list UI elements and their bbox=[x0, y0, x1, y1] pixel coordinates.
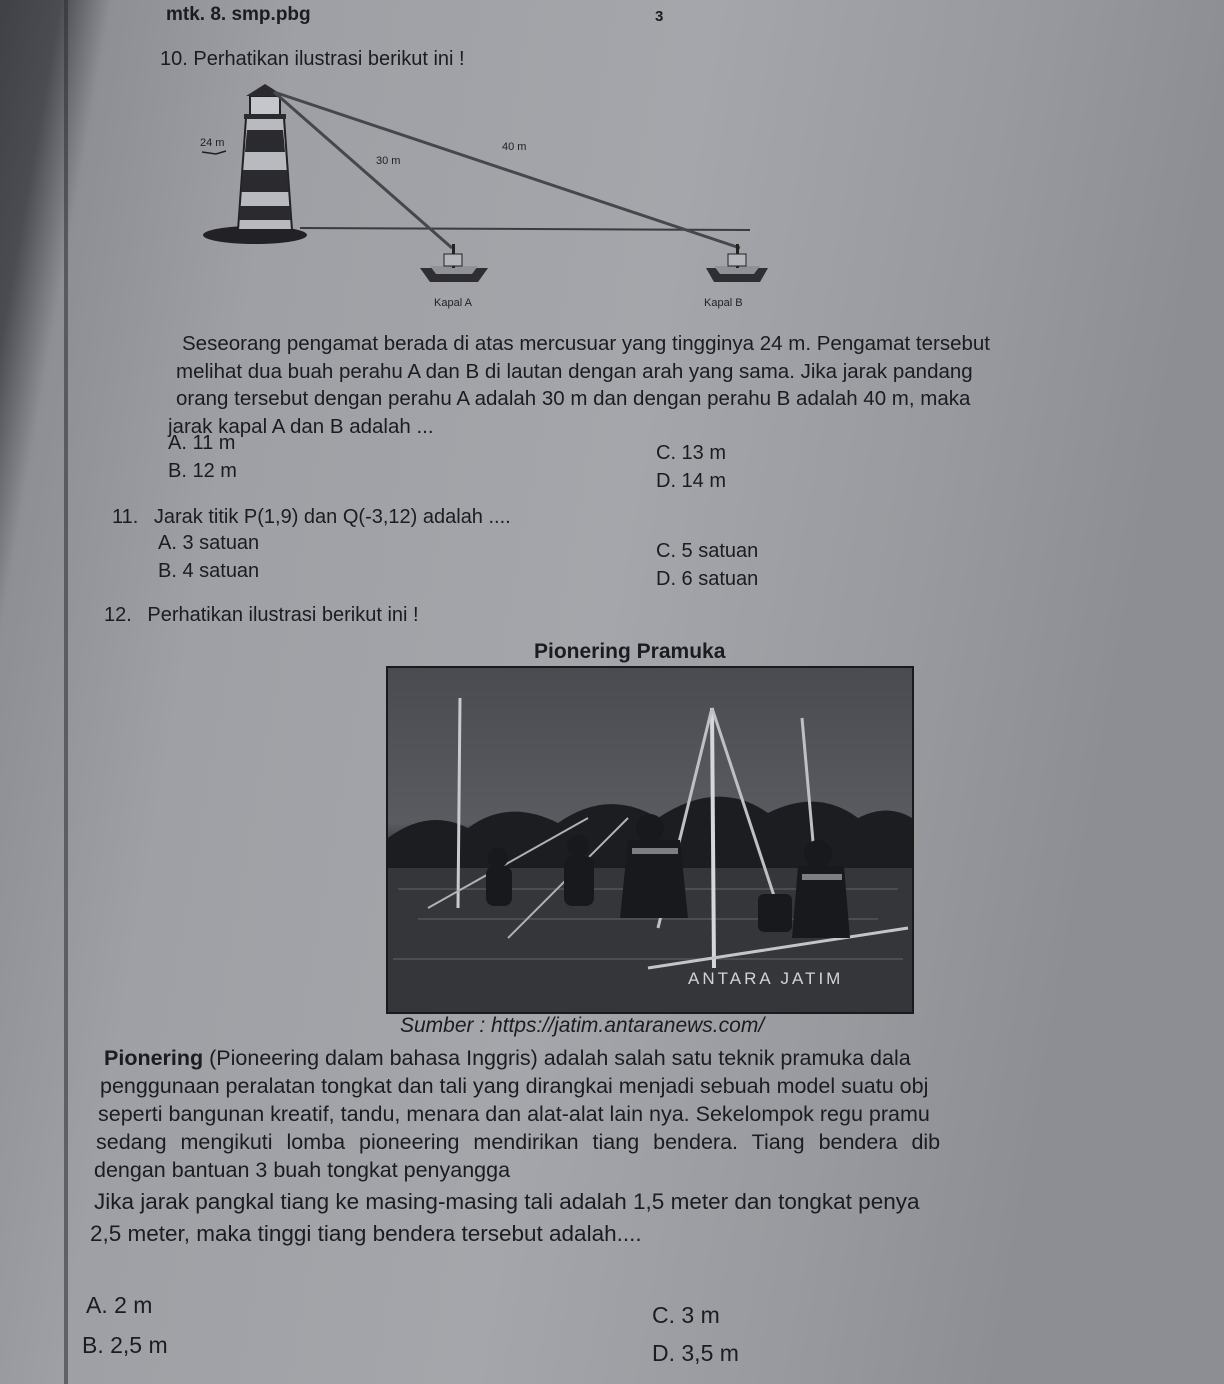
lighthouse bbox=[238, 84, 292, 230]
q11-prompt bbox=[112, 506, 511, 529]
q10-prompt-text: Perhatikan ilustrasi berikut ini ! bbox=[193, 48, 465, 70]
photo-illustration bbox=[388, 668, 912, 1012]
q11-option-a[interactable]: A. 3 satuan bbox=[158, 532, 260, 554]
q10-number: 10. bbox=[160, 48, 188, 70]
q10-text-line: jarak kapal A dan B adalah ... bbox=[168, 414, 434, 438]
q12-para-line: sedang mengikuti lomba pioneering mendirikan tiang bendera. Tiang bendera dib bbox=[96, 1130, 941, 1154]
q10-option-a[interactable]: A. 11 m bbox=[168, 432, 236, 454]
q12-option-a[interactable]: A. 2 m bbox=[86, 1292, 153, 1318]
q10-text-line: orang tersebut dengan perahu A adalah 30 m dan dengan perahu B adalah 40 m, maka bbox=[176, 387, 971, 410]
term-pionering: Pionering bbox=[104, 1046, 204, 1070]
label-ship-a: Kapal A bbox=[434, 297, 472, 309]
sight-line-b bbox=[274, 92, 740, 248]
q11-option-b[interactable]: B. 4 satuan bbox=[158, 560, 260, 582]
q11-number: 11. bbox=[112, 506, 139, 528]
q12-paragraph-1 bbox=[94, 1044, 941, 1184]
q10-text-line: Seseorang pengamat berada di atas mercusuar yang tingginya 24 m. Pengamat tersebut bbox=[182, 332, 990, 355]
q12-para-line: Jika jarak pangkal tiang ke masing-masing tali adalah 1,5 meter dan tongkat penya bbox=[94, 1189, 920, 1214]
label-height: 24 m bbox=[200, 137, 225, 149]
q12-para-line: 2,5 meter, maka tinggi tiang bendera tersebut adalah.... bbox=[90, 1221, 642, 1246]
q12-option-d[interactable]: D. 3,5 m bbox=[652, 1340, 739, 1366]
page-number: 3 bbox=[655, 8, 664, 25]
pioneering-photo bbox=[386, 666, 914, 1014]
photo-watermark: ANTARA JATIM bbox=[688, 969, 844, 988]
q12-option-b[interactable]: B. 2,5 m bbox=[82, 1332, 168, 1358]
q12-para-text: (Pioneering dalam bahasa Inggris) adalah salah satu teknik pramuka dala bbox=[203, 1046, 911, 1070]
q12-prompt bbox=[104, 604, 419, 627]
q12-paragraph-2 bbox=[90, 1186, 920, 1250]
q11-option-c[interactable]: C. 5 satuan bbox=[656, 540, 759, 562]
q10-option-d[interactable]: D. 14 m bbox=[656, 470, 727, 492]
height-arrow bbox=[202, 151, 226, 154]
q12-para-line: penggunaan peralatan tongkat dan tali yang dirangkai menjadi sebuah model suatu obj bbox=[100, 1074, 929, 1098]
ship-b bbox=[706, 244, 768, 282]
page-fold-shadow bbox=[64, 0, 68, 1384]
q12-number: 12. bbox=[104, 604, 132, 626]
q10-text bbox=[168, 330, 990, 440]
photo-title: Pionering Pramuka bbox=[534, 640, 726, 663]
q10-option-c[interactable]: C. 13 m bbox=[656, 442, 727, 464]
label-ship-b: Kapal B bbox=[704, 297, 743, 309]
q11-prompt-text: Jarak titik P(1,9) dan Q(-3,12) adalah .... bbox=[153, 506, 511, 528]
q12-para-line bbox=[104, 1044, 940, 1072]
q10-prompt bbox=[160, 48, 465, 71]
q12-prompt-text: Perhatikan ilustrasi berikut ini ! bbox=[147, 604, 419, 626]
q10-text-line: melihat dua buah perahu A dan B di lautan dengan arah yang sama. Jika jarak pandang bbox=[176, 359, 973, 383]
sight-line-a bbox=[274, 92, 452, 248]
q12-para-line: dengan bantuan 3 buah tongkat penyangga bbox=[94, 1158, 511, 1182]
label-distance-a: 30 m bbox=[376, 155, 401, 167]
worksheet-header: mtk. 8. smp.pbg bbox=[166, 4, 311, 25]
photo-source: Sumber : https://jatim.antaranews.com/ bbox=[400, 1014, 765, 1037]
q11-option-d[interactable]: D. 6 satuan bbox=[656, 568, 759, 590]
ship-a bbox=[420, 244, 488, 282]
q10-option-b[interactable]: B. 12 m bbox=[168, 460, 237, 482]
label-distance-b: 40 m bbox=[502, 141, 527, 153]
lighthouse-diagram bbox=[190, 78, 790, 318]
q12-option-c[interactable]: C. 3 m bbox=[652, 1302, 720, 1328]
q12-para-line: seperti bangunan kreatif, tandu, menara dan alat-alat lain nya. Sekelompok regu pramu bbox=[98, 1102, 930, 1126]
